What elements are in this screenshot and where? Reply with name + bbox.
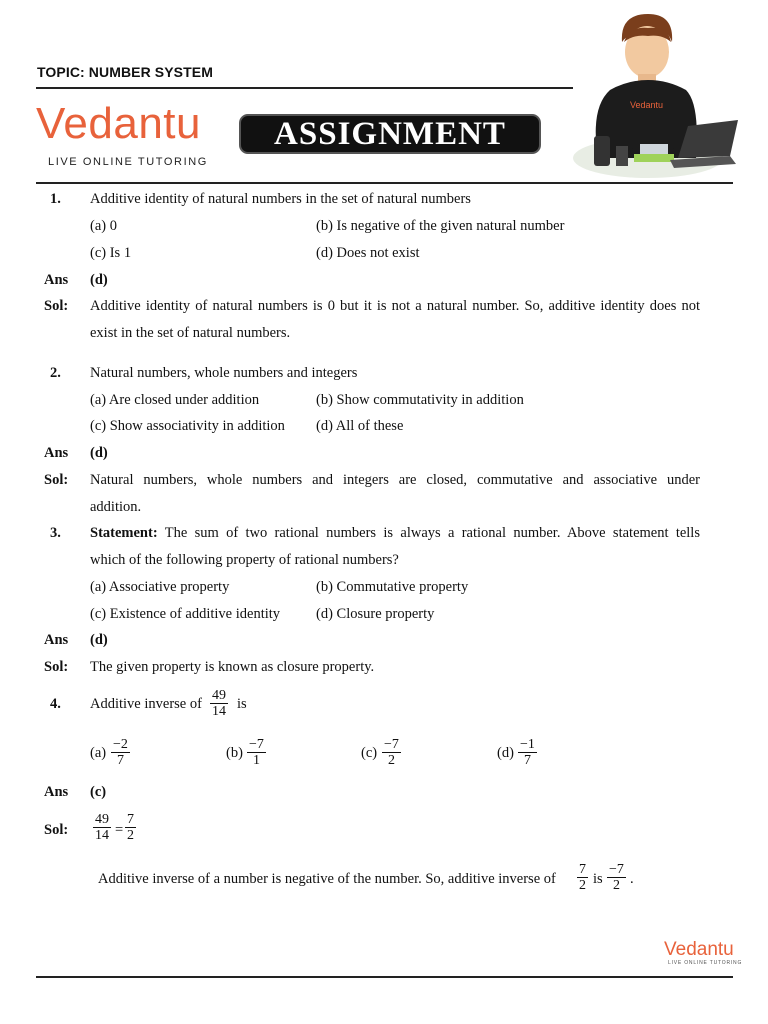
q4-sol3-denominator: 2 [579, 878, 586, 893]
q3-option-d: (d) Closure property [316, 606, 435, 622]
q3-statement-text: The sum of two rational numbers is always a rational number. Above statement tells [164, 525, 700, 541]
q3-number: 3. [50, 525, 61, 541]
q3-text-line1 [90, 524, 700, 542]
q1-text: Additive identity of natural numbers in the set of natural numbers [90, 191, 471, 207]
q1-option-c: (c) Is 1 [90, 245, 132, 261]
q1-sol-label: Sol: [44, 298, 69, 314]
q3-answer: (d) [90, 632, 108, 648]
q4-sol3-numerator: 7 [579, 862, 586, 877]
assignment-title: ASSIGNMENT [239, 114, 541, 154]
q3-option-c: (c) Existence of additive identity [90, 606, 281, 622]
q3-text-line2: which of the following property of rational numbers? [90, 552, 399, 568]
q4-sol-fraction-3 [577, 862, 588, 893]
q4-b-denominator: 1 [252, 753, 260, 768]
q2-option-d: (d) All of these [316, 418, 404, 434]
q4-q-denominator: 14 [212, 704, 226, 719]
q3-solution: The given property is known as closure property. [90, 659, 375, 675]
q3-option-a: (a) Associative property [90, 579, 230, 595]
q4-a-numerator: −2 [113, 737, 128, 752]
footer-tagline: LIVE ONLINE TUTORING [668, 960, 743, 966]
q4-c-denominator: 2 [387, 753, 395, 768]
shirt-logo: Vedantu [630, 100, 664, 110]
q4-q-numerator: 49 [212, 688, 226, 703]
q1-option-a: (a) 0 [90, 218, 117, 234]
q4-question-fraction [210, 688, 228, 719]
q2-option-b: (b) Show commutativity in addition [316, 392, 524, 408]
q2-answer: (d) [90, 445, 108, 461]
q4-sol-equals: = [115, 822, 124, 838]
q1-ans-label: Ans [44, 272, 69, 288]
q3-option-b: (b) Commutative property [316, 579, 469, 595]
q4-text-post: is [237, 696, 247, 712]
q3-statement-label: Statement: [90, 525, 158, 541]
logo-tagline: LIVE ONLINE TUTORING [48, 156, 208, 168]
q4-sol2-numerator: 7 [127, 812, 134, 827]
q4-sol1-numerator: 49 [95, 812, 109, 827]
q1-option-d: (d) Does not exist [316, 245, 420, 261]
q4-option-a-label: (a) [90, 745, 107, 761]
q4-number: 4. [50, 696, 61, 712]
q4-option-a-fraction [111, 737, 130, 768]
q2-solution-line2: addition. [90, 499, 142, 515]
q4-d-numerator: −1 [520, 737, 535, 752]
q4-sol-fraction-4 [607, 862, 626, 893]
q4-sol-is: is [593, 871, 603, 887]
q2-ans-label: Ans [44, 445, 69, 461]
footer-divider [36, 976, 733, 978]
q4-a-denominator: 7 [116, 753, 124, 768]
q4-sol-fraction-2 [125, 812, 136, 843]
q4-d-denominator: 7 [523, 753, 531, 768]
q2-sol-label: Sol: [44, 472, 69, 488]
q2-number: 2. [50, 365, 61, 381]
vedantu-logo: Vedantu [36, 99, 201, 148]
student-illustration [570, 8, 742, 184]
q4-c-numerator: −7 [384, 737, 399, 752]
q3-ans-label: Ans [44, 632, 69, 648]
q4-option-d-fraction [518, 737, 537, 768]
q4-answer: (c) [90, 784, 107, 800]
q4-option-d-label: (d) [497, 745, 514, 761]
q4-sol-label: Sol: [44, 822, 69, 838]
q2-option-a: (a) Are closed under addition [90, 392, 260, 408]
q4-option-c-fraction [382, 737, 401, 768]
q4-b-numerator: −7 [249, 737, 264, 752]
q2-solution-line1: Natural numbers, whole numbers and integers are closed, commutative and associative under [90, 472, 700, 488]
q4-sol4-denominator: 2 [612, 878, 620, 893]
q4-ans-label: Ans [44, 784, 69, 800]
header-divider [36, 182, 733, 184]
q4-text-pre: Additive inverse of [90, 696, 202, 712]
q4-option-b-label: (b) [226, 745, 243, 761]
q4-sol-period: . [630, 871, 634, 887]
q2-option-c: (c) Show associativity in addition [90, 418, 285, 434]
q1-solution-line1: Additive identity of natural numbers is 0 but it is not a natural number. So, additive identity does not [90, 298, 700, 314]
q1-solution-line2: exist in the set of natural numbers. [90, 325, 291, 341]
q4-solution-text: Additive inverse of a number is negative of the number. So, additive inverse of [98, 871, 556, 887]
q2-text: Natural numbers, whole numbers and integers [90, 365, 358, 381]
q4-sol4-numerator: −7 [609, 862, 624, 877]
footer-logo: Vedantu [664, 939, 734, 960]
topic-divider [36, 87, 573, 89]
q4-sol-fraction-1 [93, 812, 111, 843]
q1-number: 1. [50, 191, 61, 207]
q3-sol-label: Sol: [44, 659, 69, 675]
q4-option-c-label: (c) [361, 745, 378, 761]
q4-option-b-fraction [247, 737, 266, 768]
q4-sol1-denominator: 14 [95, 828, 109, 843]
topic-heading: TOPIC: NUMBER SYSTEM [37, 64, 213, 80]
q1-option-b: (b) Is negative of the given natural number [316, 218, 565, 234]
q4-sol2-denominator: 2 [127, 828, 134, 843]
q1-answer: (d) [90, 272, 108, 288]
